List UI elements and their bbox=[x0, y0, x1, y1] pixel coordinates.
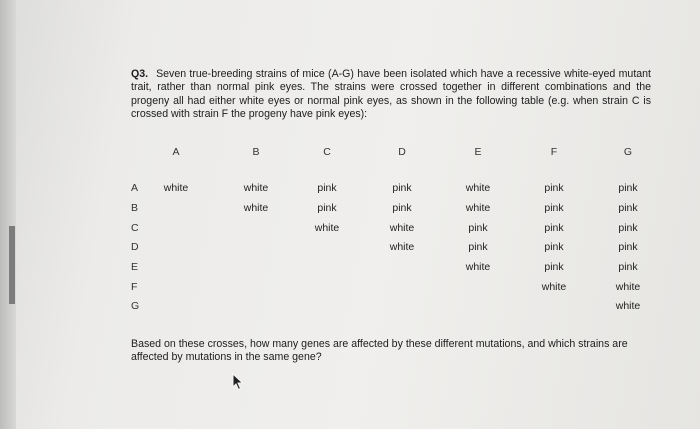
row-header-f: F bbox=[131, 281, 138, 293]
table-cell: white bbox=[243, 182, 269, 194]
table-cell: pink bbox=[544, 202, 564, 214]
question-text bbox=[131, 68, 651, 122]
column-header-c: C bbox=[323, 146, 331, 158]
table-cell: pink bbox=[392, 202, 412, 214]
table-cell: pink bbox=[618, 261, 638, 273]
question-number: Q3. bbox=[131, 68, 149, 80]
table-cell: white bbox=[465, 202, 491, 214]
screen-bezel bbox=[0, 0, 16, 429]
question-body: Seven true-breeding strains of mice (A-G) have been isolated which have a recessive white-eyed mutant trait, rather than normal pink eyes. The strains were crossed together in different combinations and the progeny all had either white eyes or normal pink eyes, as shown in the following table (e.g. when strain C is crossed with strain F the progeny have pink eyes): bbox=[131, 68, 651, 121]
table-cell: pink bbox=[544, 182, 564, 194]
row-header-a: A bbox=[131, 182, 139, 194]
table-cell: pink bbox=[317, 182, 337, 194]
table-cell: pink bbox=[618, 202, 638, 214]
table-cell: pink bbox=[392, 182, 412, 194]
table-cell: pink bbox=[544, 222, 564, 234]
column-header-e: E bbox=[474, 146, 482, 158]
mouse-cursor-icon bbox=[231, 373, 245, 391]
row-header-g: G bbox=[131, 300, 140, 312]
column-header-b: B bbox=[252, 146, 260, 158]
table-cell: pink bbox=[618, 182, 638, 194]
table-cell: white bbox=[243, 202, 269, 214]
table-cell: white bbox=[389, 222, 415, 234]
row-header-e: E bbox=[131, 261, 139, 273]
column-header-a: A bbox=[172, 146, 180, 158]
row-header-d: D bbox=[131, 241, 139, 253]
column-header-d: D bbox=[398, 146, 406, 158]
table-cell: pink bbox=[544, 261, 564, 273]
table-cell: white bbox=[615, 281, 641, 293]
table-cell: white bbox=[163, 182, 189, 194]
table-cell: pink bbox=[468, 222, 488, 234]
column-header-f: F bbox=[550, 146, 558, 158]
table-cell: pink bbox=[544, 241, 564, 253]
row-header-c: C bbox=[131, 222, 139, 234]
table-cell: white bbox=[615, 300, 641, 312]
table-cell: pink bbox=[618, 241, 638, 253]
table-cell: pink bbox=[317, 202, 337, 214]
table-cell: pink bbox=[618, 222, 638, 234]
scroll-indicator bbox=[9, 226, 15, 304]
table-cell: white bbox=[541, 281, 567, 293]
table-cell: white bbox=[314, 222, 340, 234]
table-cell: white bbox=[465, 182, 491, 194]
table-cell: white bbox=[465, 261, 491, 273]
table-cell: pink bbox=[468, 241, 488, 253]
row-header-b: B bbox=[131, 202, 139, 214]
column-header-g: G bbox=[623, 146, 633, 158]
table-cell: white bbox=[389, 241, 415, 253]
followup-question: Based on these crosses, how many genes are affected by these different mutations, and which strains are affected by mutations in the same gene? bbox=[131, 338, 628, 363]
